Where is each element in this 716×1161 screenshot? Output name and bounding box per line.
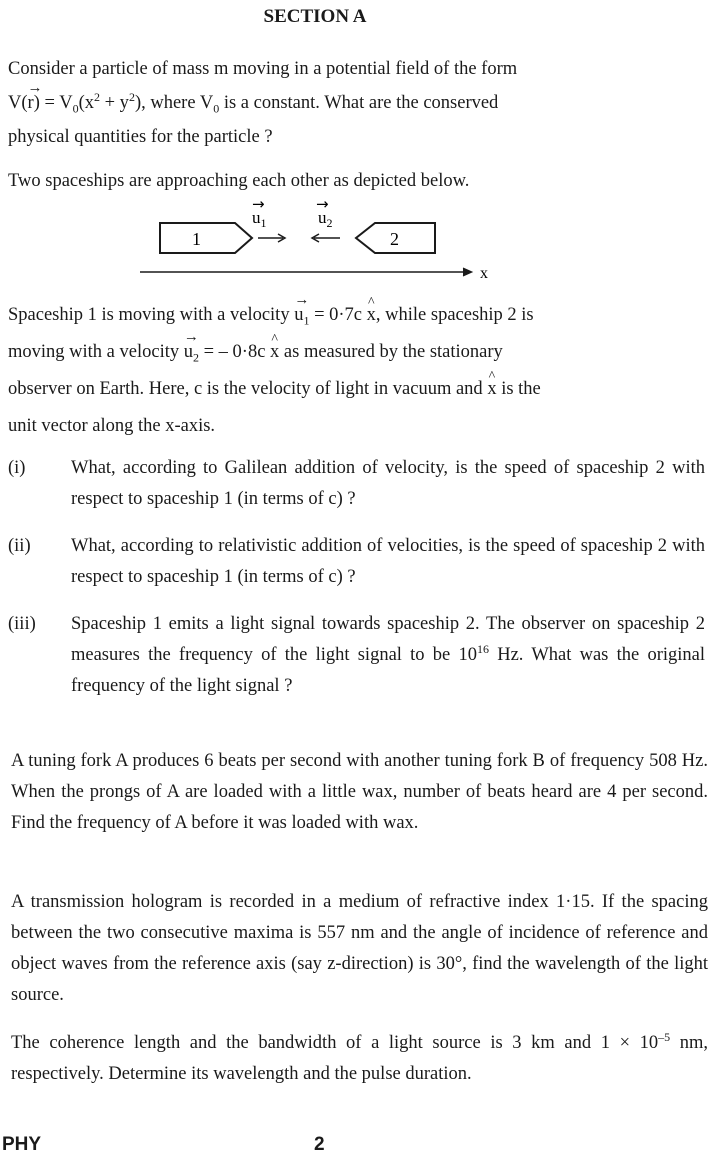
q1-line-3: physical quantities for the particle ? xyxy=(8,127,273,147)
u1-vector-arrow: → xyxy=(252,195,265,213)
q2-desc-line-3: observer on Earth. Here, c is the velocity of light in vacuum and ^ x is the xyxy=(8,371,705,408)
u2-label: $u_2$ xyxy=(318,208,333,230)
u1-label: $u_1$ xyxy=(252,208,267,230)
unit-vector-x: ^ x xyxy=(487,371,496,408)
unit-vector-x: ^ x xyxy=(270,334,279,371)
q2-desc-line-2: moving with a velocity → $u_2$ = – 0·8c ^ x as measured by the stationary xyxy=(8,334,705,371)
page-number: 2 xyxy=(314,1134,325,1155)
part-number: (i) xyxy=(8,458,26,478)
part-number: (ii) xyxy=(8,536,31,556)
spaceship-1 xyxy=(160,223,252,253)
q2-desc-line-4: unit vector along the x-axis. xyxy=(8,416,216,436)
q1-line-2: $V(\to r) = V_0(x^2 + y^2)$, where $V_0$ is a constant. What are the conserved xyxy=(8,86,705,120)
ship-2-label: 2 xyxy=(390,229,399,249)
question-3: A tuning fork A produces 6 beats per second with another tuning fork B of frequency 508 Hz. When the prongs of A are loaded with a little wax, number of beats heard are 4 per second. Find the frequency of A before it was loaded with wax. xyxy=(11,751,708,833)
x-axis-label: x xyxy=(480,265,488,282)
q2-desc-line-1: Spaceship 1 is moving with a velocity → $u_1 = 0\cdot 7c$ ^ x, while spaceship 2 is xyxy=(8,297,705,334)
vector-r: → r xyxy=(28,86,34,120)
part-text: What, according to Galilean addition of velocity, is the speed of spaceship 2 with respect to spaceship 1 (in terms of c) ? xyxy=(71,458,705,509)
part-text: What, according to relativistic addition of velocities, is the speed of spaceship 2 with respect to spaceship 1 (in terms of c) ? xyxy=(71,536,705,587)
question-1 xyxy=(8,52,705,154)
u2-arrow xyxy=(312,195,340,242)
vector-u2: → $u_2$ xyxy=(184,334,199,371)
ship-1-label: 1 xyxy=(192,229,201,249)
question-4: A transmission hologram is recorded in a medium of refractive index 1·15. If the spacing between the two consecutive maxima is 557 nm and the angle of incidence of reference and object waves from the reference axis (say z-direction) is 30°, find the wavelength of the light source. xyxy=(11,892,708,1005)
unit-vector-x: ^ x xyxy=(367,297,376,334)
part-number: (iii) xyxy=(8,614,36,634)
question-5: The coherence length and the bandwidth of a light source is 3 km and $1 \times 10^{-5}$ nm, respectively. Determine its wavelength and the pulse duration. xyxy=(11,1029,709,1084)
u2-vector-arrow: → xyxy=(316,195,329,213)
q2-description xyxy=(8,297,705,445)
x-axis xyxy=(140,265,488,282)
section-title: SECTION A xyxy=(263,6,367,27)
spaceship-2 xyxy=(356,223,435,253)
q2-intro: Two spaceships are approaching each other as depicted below. xyxy=(8,171,470,191)
q1-line-1: Consider a particle of mass m moving in a potential field of the form xyxy=(8,59,518,79)
u1-arrow xyxy=(252,195,285,242)
subject-code: PHY xyxy=(2,1134,42,1155)
spaceship-diagram xyxy=(130,195,510,285)
vector-u1: → $u_1$ xyxy=(294,297,309,334)
part-text: Spaceship 1 emits a light signal towards spaceship 2. The observer on spaceship 2 measures the frequency of the light signal to be $10^{16}$ Hz. What was the original frequency of the light signal ? xyxy=(71,614,705,696)
